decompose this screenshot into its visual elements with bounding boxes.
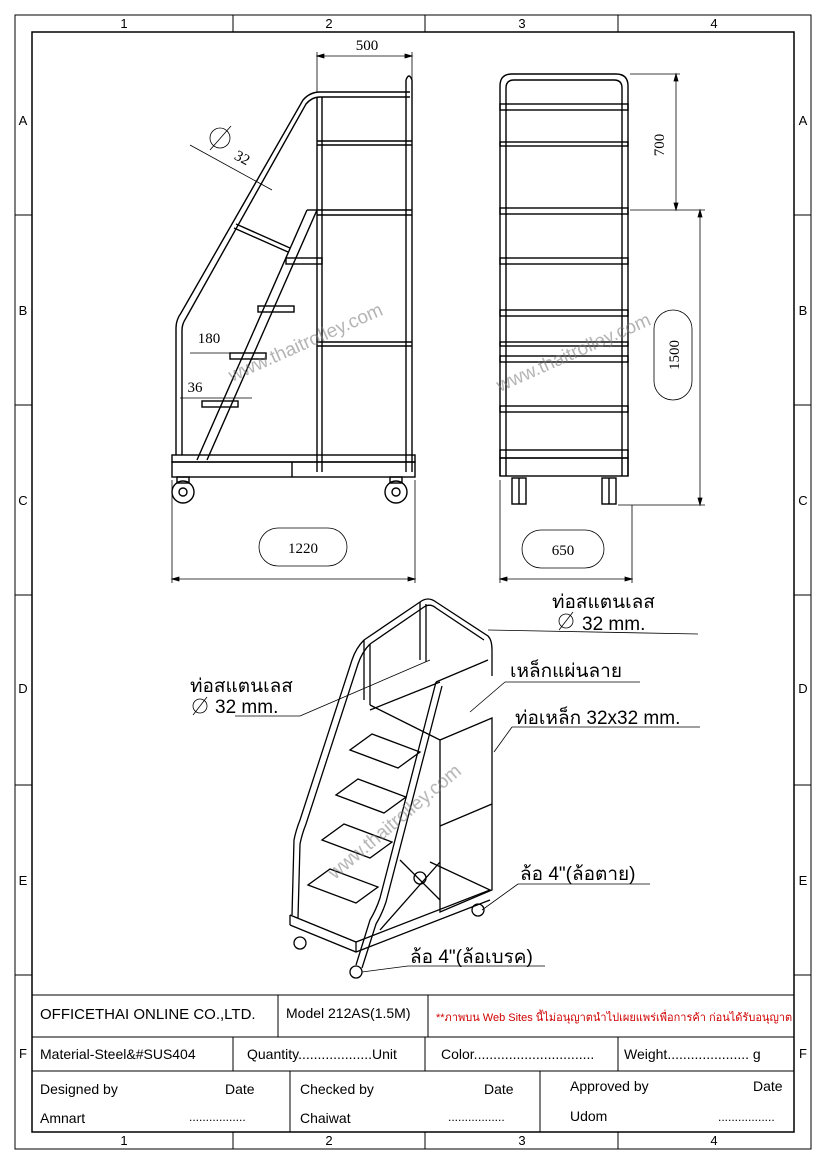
row-label: C (798, 493, 808, 508)
iso-view (290, 599, 492, 978)
row-label: E (798, 873, 808, 888)
front-view (500, 74, 628, 504)
approved-date-label: Date (753, 1078, 783, 1094)
callout-stainless-pipe-right-size: 32 mm. (582, 614, 646, 635)
material-field: Material-Steel&#SUS404 (40, 1046, 196, 1062)
checked-date-blank: ................. (448, 1110, 505, 1124)
row-label: F (799, 1046, 807, 1061)
approved-by-label: Approved by (570, 1078, 649, 1094)
watermark-iso: www.thaitrolley.com (324, 760, 466, 884)
front-frame (500, 74, 628, 476)
dim-top-height: 700 (652, 133, 668, 157)
col-label: 4 (710, 1133, 718, 1148)
zone-ticks (15, 15, 811, 1149)
outer-border (15, 15, 811, 1149)
designed-by-label: Designed by (40, 1081, 118, 1097)
callout-steel-tube: ท่อเหล็ก 32x32 mm. (515, 708, 681, 729)
row-label: D (18, 681, 28, 696)
quantity-field: Quantity...................Unit (247, 1046, 397, 1062)
dim-front-width: 650 (551, 543, 575, 559)
callout-stainless-pipe-left-size: 32 mm. (215, 697, 279, 718)
col-label: 4 (710, 16, 718, 31)
copyright-notice: **ภาพบน Web Sites นี้ไม่อนุญาตนำไปเผยแพร่เพื่อการค้า ก่อนได้รับอนุญาต (436, 1012, 793, 1024)
row-label: C (18, 493, 28, 508)
row-label: B (798, 303, 808, 318)
dim-step-depth: 180 (197, 331, 221, 347)
row-label: A (798, 113, 808, 128)
checked-by-name: Chaiwat (300, 1110, 351, 1126)
approved-by-name: Udom (570, 1108, 608, 1124)
row-label: E (18, 873, 28, 888)
col-label: 3 (518, 1133, 526, 1148)
side-view (172, 76, 415, 503)
callout-stainless-pipe-left: ท่อสแตนเลส (190, 676, 293, 697)
approved-date-blank: ................. (718, 1110, 775, 1124)
dim-top-width: 500 (355, 38, 379, 54)
row-label: A (18, 113, 28, 128)
dim-front-height: 1500 (667, 340, 683, 370)
col-label: 3 (518, 16, 526, 31)
watermark-side: www.thaitrolley.com (225, 299, 387, 387)
callout-wheel-brake: ล้อ 4"(ล้อเบรค) (410, 947, 533, 968)
model-number: Model 212AS(1.5M) (286, 1005, 411, 1021)
row-label: F (19, 1046, 27, 1061)
designed-by-name: Amnart (40, 1110, 86, 1126)
callout-wheel-fixed: ล้อ 4"(ล้อตาย) (520, 864, 636, 885)
col-label: 2 (325, 1133, 333, 1148)
dim-pipe-dia: 32 (231, 147, 253, 170)
callout-stainless-pipe-right: ท่อสแตนเลส (552, 592, 655, 613)
designed-date-label: Date (225, 1081, 255, 1097)
col-label: 1 (120, 16, 128, 31)
watermark-front: www.thaitrolley.com (493, 309, 655, 397)
weight-field: Weight..................... g (624, 1046, 761, 1062)
col-label: 1 (120, 1133, 128, 1148)
color-field: Color............................... (441, 1046, 595, 1062)
checked-by-label: Checked by (300, 1081, 374, 1097)
side-dim-text (188, 38, 379, 557)
callout-checker-plate: เหล็กแผ่นลาย (510, 661, 622, 682)
checked-date-label: Date (484, 1081, 514, 1097)
designed-date-blank: ................. (189, 1110, 246, 1124)
row-label: D (798, 681, 808, 696)
col-label: 2 (325, 16, 333, 31)
zone-labels (18, 16, 807, 1148)
company-name: OFFICETHAI ONLINE CO.,LTD. (40, 1006, 256, 1023)
dim-step-gap: 36 (187, 380, 203, 396)
dim-side-length: 1220 (288, 541, 318, 557)
row-label: B (18, 303, 28, 318)
